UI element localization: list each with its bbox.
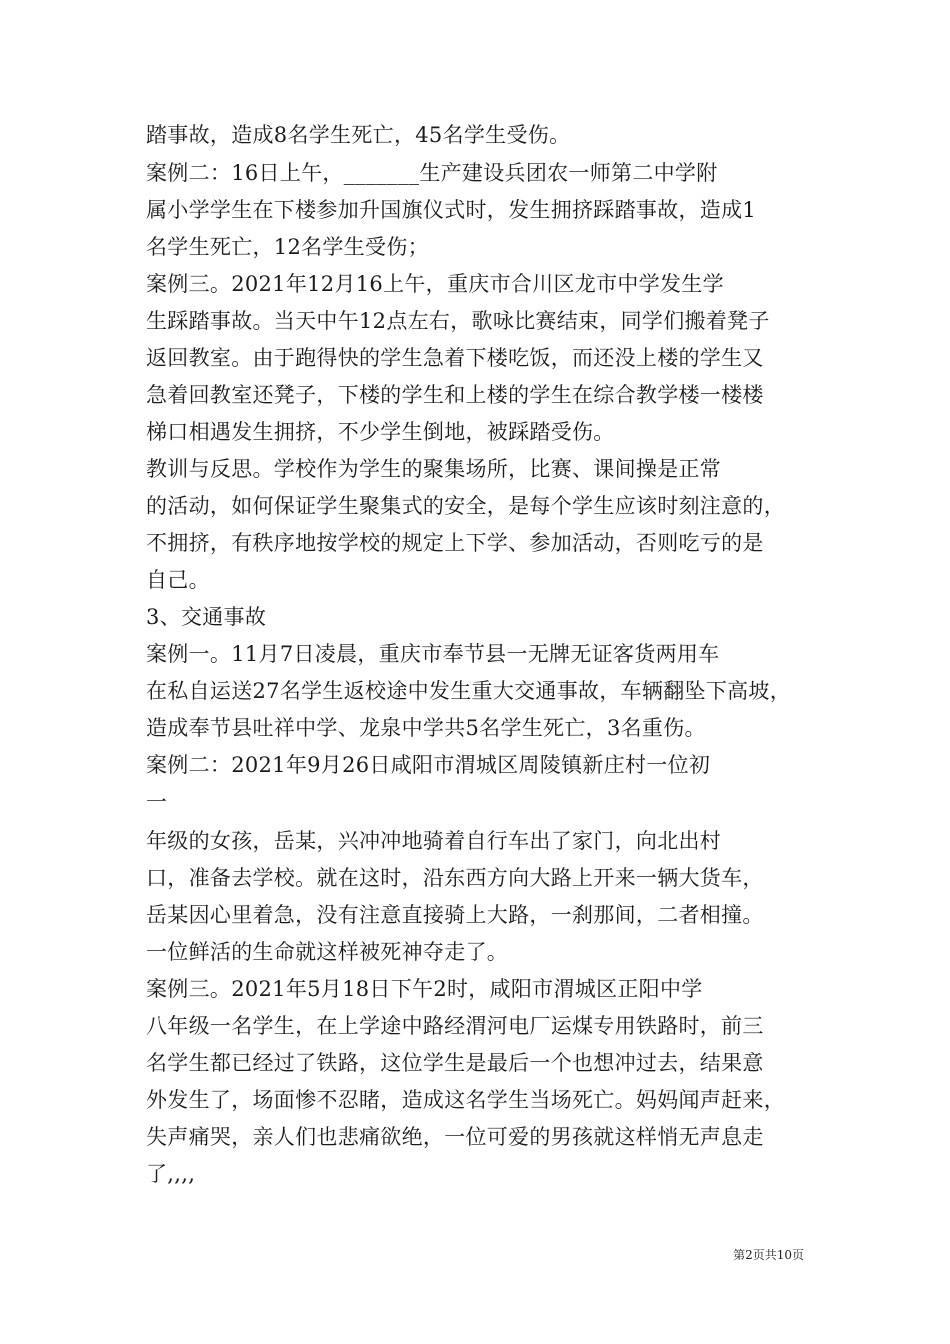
text-line: 了,,,,	[146, 1162, 196, 1186]
text-line: 口，准备去学校。就在这时，沿东西方向大路上开来一辆大货车，	[146, 866, 764, 890]
text-line: 案例二：16日上午，_______生产建设兵团农一师第二中学附	[146, 161, 718, 185]
text-line: 踏事故，造成8名学生死亡，45名学生受伤。	[146, 123, 571, 147]
text-line: 名学生都已经过了铁路，这位学生是最后一个也想冲过去，结果意	[146, 1051, 764, 1075]
text-line: 属小学学生在下楼参加升国旗仪式时，发生拥挤踩踏事故，造成1	[146, 198, 757, 222]
text-line: 年级的女孩，岳某，兴冲冲地骑着自行车出了家门，向北出村	[146, 829, 722, 853]
text-line: 返回教室。由于跑得快的学生急着下楼吃饭，而还没上楼的学生又	[146, 346, 764, 370]
text-line: 八年级一名学生，在上学途中路经渭河电厂运煤专用铁路时，前三	[146, 1014, 764, 1038]
text-line: 案例三。2021年12月16上午，重庆市合川区龙市中学发生学	[146, 272, 724, 296]
text-line: 生踩踏事故。当天中午12点左右，歌咏比赛结束，同学们搬着凳子	[146, 309, 770, 333]
text-line: 案例三。2021年5月18日下午2时，咸阳市渭城区正阳中学	[146, 977, 703, 1001]
text-line: 案例二：2021年9月26日咸阳市渭城区周陵镇新庄村一位初	[146, 753, 711, 777]
section-heading: 3、交通事故	[146, 605, 267, 629]
page-number: 第2页共10页	[733, 1248, 804, 1262]
text-line: 自己。	[146, 568, 210, 592]
text-line: 教训与反思。学校作为学生的聚集场所，比赛、课间操是正常	[146, 457, 722, 481]
text-line: 在私自运送27名学生返校途中发生重大交通事故，车辆翻坠下高坡，	[146, 679, 792, 703]
text-line: 岳某因心里着急，没有注意直接骑上大路，一刹那间，二者相撞。	[146, 903, 764, 927]
text-line: 案例一。11月7日凌晨，重庆市奉节县一无牌无证客货两用车	[146, 642, 720, 666]
text-line: 外发生了，场面惨不忍睹，造成这名学生当场死亡。妈妈闻声赶来，	[146, 1088, 785, 1112]
text-line: 急着回教室还凳子，下楼的学生和上楼的学生在综合教学楼一楼楼	[146, 383, 764, 407]
text-line: 一	[146, 790, 168, 814]
text-line: 失声痛哭，亲人们也悲痛欲绝，一位可爱的男孩就这样悄无声息走	[146, 1125, 764, 1149]
text-line: 造成奉节县吐祥中学、龙泉中学共5名学生死亡，3名重伤。	[146, 716, 706, 740]
text-line: 名学生死亡，12名学生受伤；	[146, 235, 429, 259]
text-line: 一位鲜活的生命就这样被死神夺走了。	[146, 940, 509, 964]
text-line: 梯口相遇发生拥挤，不少学生倒地，被踩踏受伤。	[146, 420, 615, 444]
text-line: 不拥挤，有秩序地按学校的规定上下学、参加活动，否则吃亏的是	[146, 531, 764, 555]
text-line: 的活动，如何保证学生聚集式的安全，是每个学生应该时刻注意的，	[146, 494, 785, 518]
